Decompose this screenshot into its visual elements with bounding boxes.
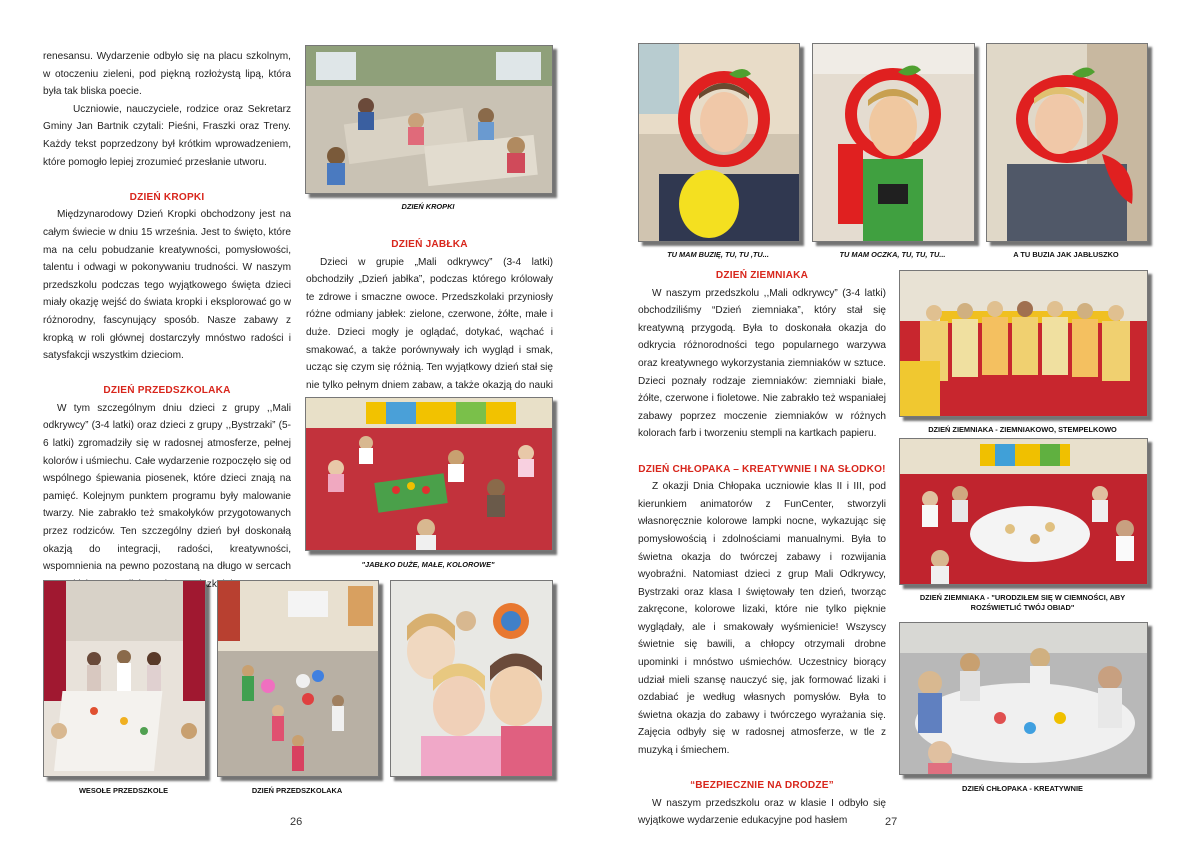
section-heading: DZIEŃ CHŁOPAKA – KREATYWNIE I NA SŁODKO! xyxy=(638,463,886,475)
paragraph-spacer xyxy=(43,171,291,189)
paragraph-spacer xyxy=(43,365,291,383)
apple-day-photo xyxy=(305,397,553,551)
caption-ziemniaka-1: DZIEŃ ZIEMNIAKA - ZIEMNIAKOWO, STEMPELKOWO xyxy=(928,425,1117,434)
left-column-1 xyxy=(43,48,291,593)
paragraph: W tym szczególnym dniu dzieci z grupy ,,Mali odkrywcy” (3-4 latki) oraz dzieci z grupy ,,Bystrzaki” (5-6 latki) zgromadziły się w radosnej atmosferze, pełnej kolorów i uśmiechu. Całe wydarzenie rozpoczęło się od wspólnego śpiewania piosenek, które dzieci znają na pamięć. Kolejnym punktem programu były malowanie twarzy. Nie zabrakło też smakołyków przygotowanych przez rodziców. Ten szczególny dzień był doskonałą okazją do integracji, radości, kreatywności, wspomnienia na pewno pozostaną na długo w sercach Przedszkolaka. xyxy=(43,402,291,590)
caption-wesole-przedszkole: WESOŁE PRZEDSZKOLE xyxy=(78,786,169,795)
left-column-2 xyxy=(306,236,553,412)
paragraph: Uczniowie, nauczyciele, rodzice oraz Sekretarz Gminy Jan Bartnik czytali: Pieśni, Fraszki oraz Treny. Każdy tekst poprzedzony był krótkim wprowadzeniem, które pomogło lepiej zrozumieć przesłanie utworu. xyxy=(43,103,291,168)
paragraph: W naszym przedszkolu ,,Mali odkrywcy” (3-4 latki) obchodziliśmy “Dzień ziemniaka”, który stał się kreatywną przygodą. Była to doskonała okazja do odkrycia różnorodności tego popularnego warzywa oraz kreatywnego wykorzystania ziemniaków w sztuce. Dzieci poznały rodzaje ziemniaków: ziemniaki białe, żółte, czerwone i fioletowe. Nie zabrakło też wspaniałej zabawy poprzez moczenie ziemniaków w różnych kolorach farb i tworzeniu stempli na kartkach papieru. xyxy=(638,287,886,440)
section-heading: “BEZPIECZNIE NA DRODZE” xyxy=(690,780,834,792)
paragraph-spacer xyxy=(638,760,886,778)
paragraph: W naszym przedszkolu oraz w klasie I odbyło się wyjątkowe wydarzenie edukacyjne pod hasłem xyxy=(638,797,886,827)
caption-dzien-kropki: DZIEŃ KROPKI xyxy=(401,202,455,211)
potato-circle-photo xyxy=(899,438,1148,585)
page-number-left: 26 xyxy=(290,816,303,828)
caption-jablko: "JABŁKO DUŻE, MAŁE, KOLOROWE" xyxy=(361,560,495,569)
caption-chlopaka: DZIEŃ CHŁOPAKA - KREATYWNIE xyxy=(962,784,1083,793)
party-table-photo xyxy=(43,580,206,777)
caption-ziemniaka-2: DZIEŃ ZIEMNIAKA - "URODZIŁEM SIĘ W CIEMNOŚCI, ABY ROZŚWIETLIĆ TWÓJ OBIAD" xyxy=(919,593,1126,612)
boy-apple-mask-photo-1 xyxy=(638,43,800,242)
paragraph: Dzieci w grupie „Mali odkrywcy” (3-4 latki) obchodziły „Dzień jabłka”, podczas którego królowały te zdrowe i smaczne owoce. Przedszkolaki przyniosły różne odmiany jabłek: zielone, czerwone, żółte, małe i duże. Dzieci mogły je oglądać, dotykać, wąchać i smakować, a także porównywały ich wygląd i smak, ucząc się czym się różnią. Ten wyjątkowy dzień stał się nie tylko pełnym dniem zabaw, a także okazją do nauki xyxy=(306,256,553,391)
section-heading: DZIEŃ ZIEMNIAKA xyxy=(715,270,809,281)
section-heading: DZIEŃ KROPKI xyxy=(129,191,205,203)
face-paint-photo xyxy=(390,580,553,777)
classroom-photo xyxy=(305,45,553,194)
lollipop-making-photo xyxy=(899,622,1148,775)
boy-apple-mask-photo-3 xyxy=(986,43,1148,242)
caption-oczka: TU MAM OCZKA, TU, TU, TU... xyxy=(839,250,946,259)
caption-dzien-przedszkolaka: DZIEŃ PRZEDSZKOLAKA xyxy=(251,786,343,795)
paragraph-spacer xyxy=(638,443,886,461)
paragraph: Międzynarodowy Dzień Kropki obchodzony jest na całym świecie w dniu 15 września. Jest to święto, które ma na celu pobudzanie kreatywności, pomysłowości, talentu i odwagi w pokonywaniu trudności. W naszym przedszkolu podczas tego wyjątkowego święta dzieci miały okazję wejść do świata kropki i eksplorować go w różnorodny, fascynujący sposób. Nasze zabawy z kropką w roli głównej dostarczyły mnóstwo radości i satysfakcji wszystkim dzieciom. xyxy=(43,209,291,362)
caption-jabluszko: A TU BUZIA JAK JABŁUSZKO xyxy=(1013,250,1119,259)
caption-buzie: TU MAM BUZIĘ, TU, TU ,TU... xyxy=(667,250,769,259)
right-column-1 xyxy=(638,267,886,830)
section-heading: DZIEŃ JABŁKA xyxy=(391,239,468,250)
page-number-right: 27 xyxy=(885,816,898,828)
paragraph: Z okazji Dnia Chłopaka uczniowie klas II i III, pod kierunkiem animatorów z FunCenter, stworzyli własnoręcznie kolorowe lampki nocne, wykazując się pomysłowością i zdolnościami manualnymi. Była to świetna okazja do twórczej zabawy i rozwijania wyobraźni. Natomiast dzieci z grup Mali Odkrywcy, Bystrzaki oraz klasa I świętowały ten dzień, tworząc zakręcone, kolorowe lizaki, które nie tylko pięknie wyglądały, ale i smakowały wyśmienicie! Wszyscy świetnie się bawili, a chłopcy otrzymali drobne upominki i mnóstwo uśmiechów. Uczestnicy biorący udział mieli szansę nauczyć się, jak formować lizaki i ozdabiać je według własnych pomysłów. Była to świetna okazja do zabawy i twórczego wyrażania się. Zajęcia odbyły się w radosnej atmosferze, w tle z muzyką i śmiechem. xyxy=(638,481,886,757)
potato-stamps-photo xyxy=(899,270,1148,417)
paragraph: renesansu. Wydarzenie odbyło się na placu szkolnym, w otoczeniu zieleni, pod piękną rozłożystą lipą, która była tak bliska poecie. xyxy=(43,51,291,98)
boy-apple-mask-photo-2 xyxy=(812,43,975,242)
balloons-photo xyxy=(217,580,379,777)
section-heading: DZIEŃ PRZEDSZKOLAKA xyxy=(103,385,231,397)
